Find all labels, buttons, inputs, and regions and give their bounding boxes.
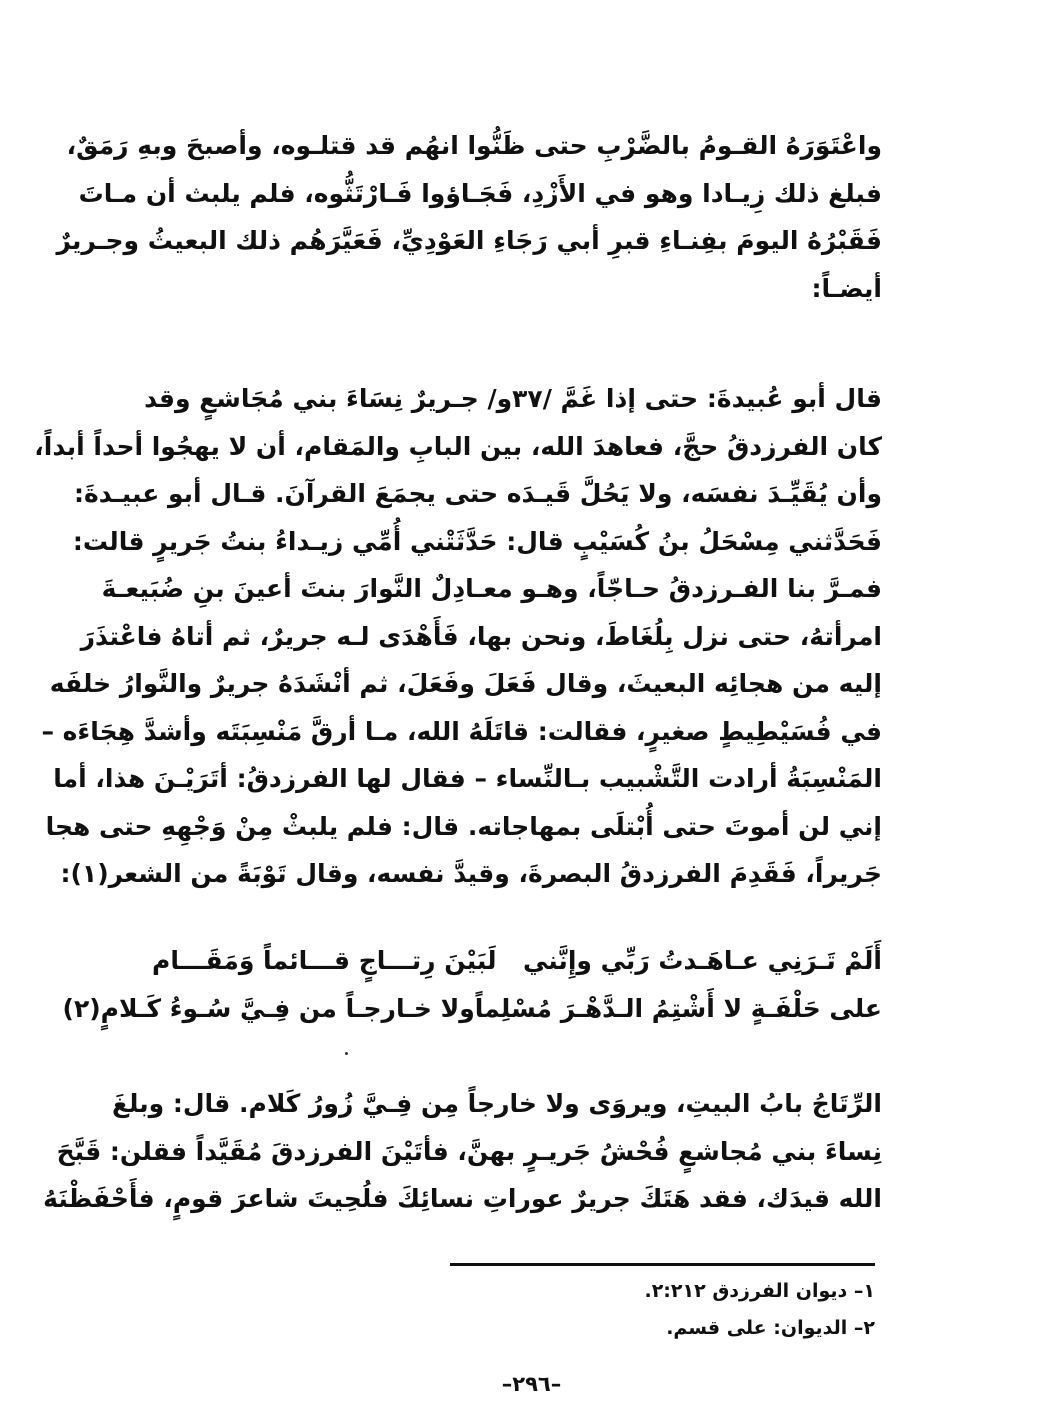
text-line: إني لن أموتَ حتى أُبْتلَى بمهاجاته. قال: فلم يلبثْ مِنْ وَجْهِهِ حتى هجا [45, 811, 882, 841]
text-line: فَحَدَّثني مِسْحَلُ بنُ كُسَيْبٍ قال: حَدَّثَتْني أُمِّي زيـداءُ بنتُ جَريرٍ قالت: [72, 526, 882, 556]
text-line: جَريراً، فَقَدِمَ الفرزدقُ البصرةَ، وقيدَّ نفسه، وقال تَوْبَةً من الشعر(١): [60, 859, 882, 888]
paragraph-1 [56, 122, 882, 312]
verse-first-hemistich: على حَلْفَـةٍ لا أَشْتِمُ الـدَّهْـرَ مُسْلِماً [474, 993, 882, 1023]
text-line: فبلغ ذلك زِيـادا وهو في الأَزْدِ، فَجَـاؤوا فَـارْتَثُّوه، فلم يلبث أن مـاتَ [78, 178, 882, 208]
text-line: أيضـاً: [811, 273, 882, 303]
verse-line [62, 985, 882, 1033]
poem-verses [62, 937, 882, 1032]
footnotes [450, 1273, 875, 1347]
page-number: –٢٩٦– [501, 1372, 562, 1396]
text-line: وأن يُقَيِّـدَ نفسَه، ولا يَحُلَّ قَيـدَه حتى يجمَعَ القرآنَ. قـال أبو عبيـدةَ: [74, 479, 882, 508]
text-line: فَقَبْرُهُ اليومَ بفِنـاءِ قبرِ أبي رَجَاءِ العَوْدِيِّ، فَعَيَّرَهُم ذلك البعيثُ وجـريرٌ [56, 226, 882, 255]
footnote-divider [450, 1263, 875, 1266]
paragraph-3 [43, 1080, 882, 1223]
footnote-1: ١– ديوان الفرزدق ٢:٢١٢. [644, 1280, 875, 1302]
text-line: قال أبو عُبيدةَ: حتى إذا غَمَّ /٣٧و/ جـريرٌ نِسَاءَ بني مُجَاشعٍ وقد [144, 384, 882, 413]
footnote-2: ٢– الديوان: على قسم. [666, 1317, 875, 1339]
text-line: المَنْسِبَةُ أرادت التَّشْبيب بـالنِّساء – فقال لها الفرزدقُ: أتَرَيْـنَ هذا، أما [53, 764, 882, 793]
verse-first-hemistich: أَلَمْ تَـرَنِي عـاهَـدتُ رَبِّي وإِنَّني [522, 946, 882, 975]
paragraph-2 [34, 375, 882, 898]
verse-second-hemistich: لَبَيْنَ رِتـــاجٍ قـــائماً وَمَقَـــام [152, 946, 497, 975]
text-line: فمـرَّ بنا الفـرزدقُ حـاجّاً، وهـو معـادِلٌ النَّوارَ بنتَ أعينَ بنِ ضُبَيعـةَ [101, 574, 882, 603]
verse-line [152, 937, 882, 985]
text-line: الرِّتَاجُ بابُ البيتِ، ويروَى ولا خارجاً مِن فِـيَّ زُورُ كَلام. قال: وبلغَ [111, 1089, 882, 1118]
text-line: واعْتَوَرَهُ القـومُ بالضَّرْبِ حتى ظَنُّوا انهُم قد قتلـوه، وأصبحَ وبهِ رَمَقٌ، [66, 131, 882, 160]
text-line: الله قيدَك، فقد هَتَكَ جريرٌ عوراتِ نسائِكَ فلُحِيتَ شاعرَ قومٍ، فأَحْفَظْنَهُ [43, 1184, 882, 1213]
text-line: امرأتهُ، حتى نزل بِلُغَاطَ، ونحن بها، فَأَهْدَى لـه جريرٌ، ثم أتاهُ فاعْتذَرَ [80, 621, 882, 651]
verse-second-hemistich: ولا خـارجـاً من فِـيَّ سُـوءُ كَـلامٍ(٢) [62, 993, 475, 1023]
text-line: إليه من هجائِه البعيثَ، وقال فَعَلَ وفَعَلَ، ثم أنْشَدَهُ جريرٌ والنَّوارُ خلفَه [49, 669, 882, 698]
text-line: في فُسَيْطِيطٍ صغيرٍ، فقالت: قاتَلَهُ الله، مـا أرقَّ مَنْسِبَتَه وأشدَّ هِجَاءَه – [41, 716, 882, 746]
stray-dot [345, 1052, 348, 1055]
text-line: نِساءَ بني مُجاشعٍ فُحْشُ جَريـرٍ بهنَّ، فأتَيْنَ الفرزدقَ مُقَيَّداً فقلن: قَبَّحَ [56, 1136, 882, 1166]
text-line: كان الفرزدقُ حجَّ، فعاهدَ الله، بين البابِ والمَقام، أن لا يهجُوا أحداً أبداً، [34, 431, 882, 461]
